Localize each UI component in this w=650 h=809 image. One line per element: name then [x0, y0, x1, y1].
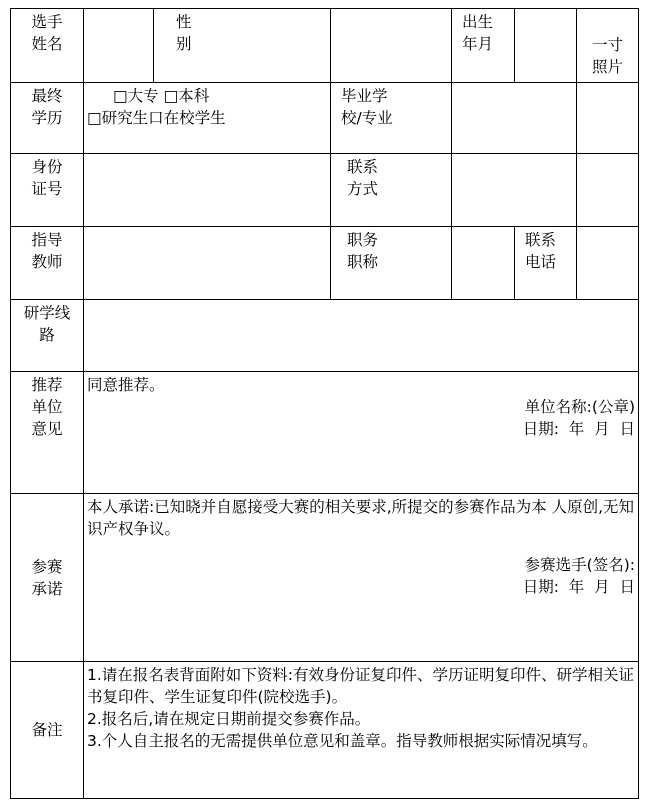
education-label: 最终 学历 [11, 83, 84, 154]
school-label: 毕业学 校/专业 [331, 83, 452, 154]
row-name [11, 9, 639, 83]
photo-area [577, 83, 639, 154]
education-options-line1: □大专 □本科 [113, 87, 210, 105]
recommend-date: 日期: 年 月 日 [522, 420, 635, 438]
advisor-label: 指导 教师 [11, 227, 84, 300]
phone-value[interactable] [577, 227, 639, 300]
notes-label: 备注 [11, 662, 84, 799]
row-advisor [11, 227, 639, 300]
birth-label: 出生 年月 [452, 9, 515, 83]
pledge-signature: 参赛选手(签名): [524, 556, 635, 574]
advisor-value[interactable] [84, 227, 331, 300]
title-label: 职务 职称 [331, 227, 452, 300]
pledge-label: 参赛 承诺 [11, 494, 84, 662]
photo-label: 一寸 照片 [577, 9, 639, 83]
gender-value[interactable] [331, 9, 452, 83]
photo-area-lower [577, 154, 639, 227]
phone-label: 联系 电话 [515, 227, 577, 300]
gender-label: 性 别 [154, 9, 331, 83]
recommend-content[interactable] [84, 372, 639, 494]
contact-label: 联系 方式 [331, 154, 452, 227]
school-value[interactable] [452, 83, 577, 154]
birth-value[interactable] [515, 9, 577, 83]
route-value[interactable] [84, 300, 639, 372]
registration-table [10, 8, 639, 799]
name-value[interactable] [84, 9, 154, 83]
education-options[interactable] [84, 83, 331, 154]
route-label: 研学线 路 [11, 300, 84, 372]
note-1: 1.请在报名表背面附如下资料:有效身份证复印件、学历证明复印件、研学相关证书复印件、学生证复印件(院校选手)。 [87, 666, 635, 706]
contact-value[interactable] [452, 154, 577, 227]
id-label: 身份 证号 [11, 154, 84, 227]
title-value[interactable] [452, 227, 515, 300]
notes-content [84, 662, 639, 799]
row-route [11, 300, 639, 372]
note-3: 3.个人自主报名的无需提供单位意见和盖章。指导教师根据实际情况填写。 [87, 732, 598, 750]
note-2: 2.报名后,请在规定日期前提交参赛作品。 [87, 710, 371, 728]
pledge-content[interactable] [84, 494, 639, 662]
name-label: 选手 姓名 [11, 9, 84, 83]
row-pledge [11, 494, 639, 662]
row-notes [11, 662, 639, 799]
pledge-date: 日期: 年 月 日 [522, 578, 635, 596]
row-recommend [11, 372, 639, 494]
education-options-line2: □研究生口在校学生 [87, 109, 226, 127]
row-education [11, 83, 639, 154]
id-value[interactable] [84, 154, 331, 227]
recommend-unit-name: 单位名称:(公章) [524, 398, 635, 416]
pledge-text: 本人承诺:已知晓并自愿接受大赛的相关要求,所提交的参赛作品为本 人原创,无知识产权争议。 [87, 498, 635, 538]
registration-form [10, 8, 638, 798]
recommend-label: 推荐 单位 意见 [11, 372, 84, 494]
row-id [11, 154, 639, 227]
recommend-text: 同意推荐。 [87, 376, 165, 394]
